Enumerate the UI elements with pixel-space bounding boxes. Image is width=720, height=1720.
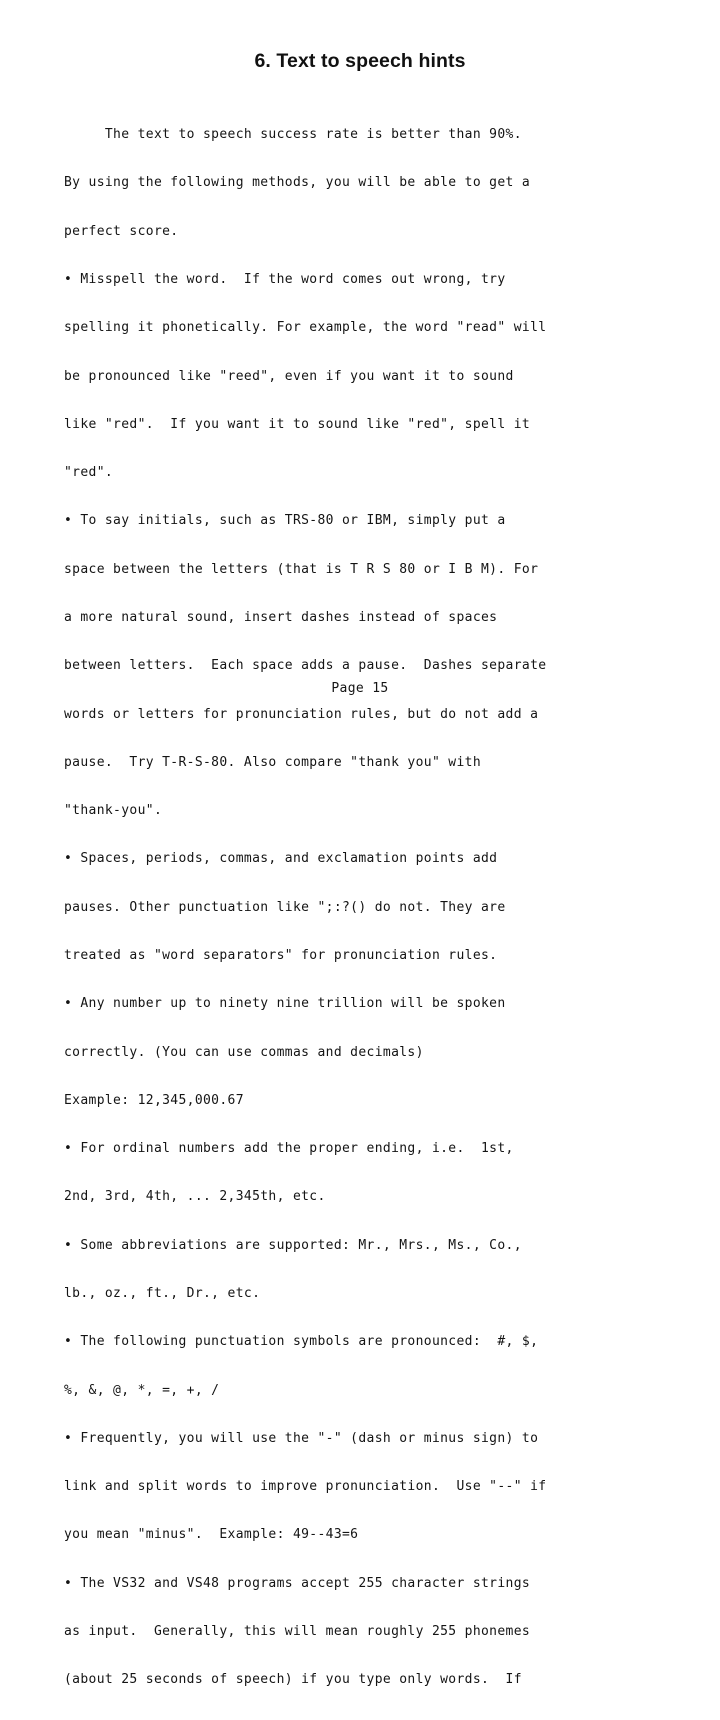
text-line: pause. Try T-R-S-80. Also compare "thank you" with <box>64 754 482 770</box>
text-line: • Frequently, you will use the "-" (dash or minus sign) to <box>64 1430 539 1446</box>
text-line: "red". <box>64 465 114 481</box>
text-line: like "red". If you want it to sound like "red", spell it <box>64 416 531 432</box>
text-line: words or letters for pronunciation rules, but do not add a <box>64 706 539 722</box>
text-line: • For ordinal numbers add the proper ending, i.e. 1st, <box>64 1141 514 1157</box>
text-line: Example: 12,345,000.67 <box>64 1092 244 1108</box>
text-line: • To say initials, such as TRS-80 or IBM, simply put a <box>64 513 506 529</box>
text-line: as input. Generally, this will mean roughly 255 phonemes <box>64 1623 531 1639</box>
text-line: perfect score. <box>64 223 179 239</box>
text-line: • Spaces, periods, commas, and exclamation points add <box>64 851 498 867</box>
page-title: 6. Text to speech hints <box>254 50 466 72</box>
page-number: Page 15 <box>331 681 389 696</box>
text-line: 2nd, 3rd, 4th, ... 2,345th, etc. <box>64 1189 326 1205</box>
text-line: between letters. Each space adds a pause. Dashes separate <box>64 658 547 674</box>
text-line: correctly. (You can use commas and decimals) <box>64 1044 424 1060</box>
text-line: • Any number up to ninety nine trillion will be spoken <box>64 996 506 1012</box>
text-line: spelling it phonetically. For example, the word "read" will <box>64 320 547 336</box>
text-line: The text to speech success rate is better than 90%. <box>64 127 522 143</box>
text-line: link and split words to improve pronunciation. Use "--" if <box>64 1479 547 1495</box>
text-line: %, &, @, *, =, +, / <box>64 1382 220 1398</box>
text-line: you mean "minus". Example: 49--43=6 <box>64 1527 359 1543</box>
text-line: • The VS32 and VS48 programs accept 255 character strings <box>64 1575 531 1591</box>
text-line: treated as "word separators" for pronunciation rules. <box>64 947 498 963</box>
text-line: (about 25 seconds of speech) if you type only words. If <box>64 1672 522 1688</box>
text-line: • Some abbreviations are supported: Mr., Mrs., Ms., Co., <box>64 1237 522 1253</box>
body-text <box>64 95 714 1720</box>
text-line: "thank-you". <box>64 803 163 819</box>
text-line: • The following punctuation symbols are pronounced: #, $, <box>64 1334 539 1350</box>
text-line: • Misspell the word. If the word comes out wrong, try <box>64 272 506 288</box>
text-line: pauses. Other punctuation like ";:?() do not. They are <box>64 899 506 915</box>
text-line: space between the letters (that is T R S 80 or I B M). For <box>64 561 539 577</box>
text-line: a more natural sound, insert dashes instead of spaces <box>64 610 498 625</box>
text-line: By using the following methods, you will be able to get a <box>64 175 531 191</box>
text-line: be pronounced like "reed", even if you want it to sound <box>64 368 514 384</box>
text-line: lb., oz., ft., Dr., etc. <box>64 1285 261 1301</box>
